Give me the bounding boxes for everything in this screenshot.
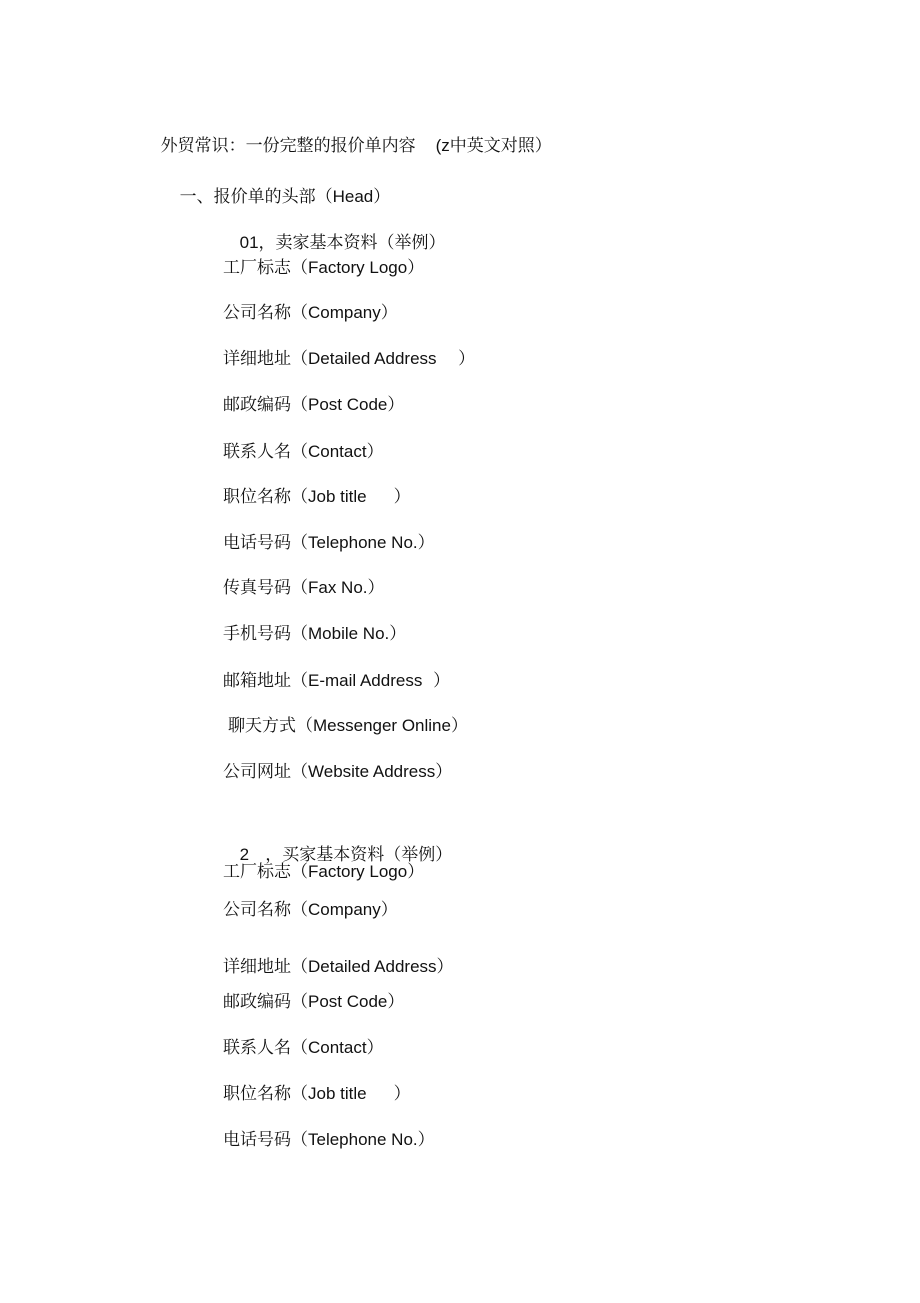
item-label-zh: 工厂标志（ — [223, 862, 308, 882]
item-label-zh: 公司网址（ — [223, 762, 308, 782]
item-label-en: Telephone No. — [308, 533, 418, 552]
item-close-paren: ） — [366, 487, 411, 507]
item-label-zh: 详细地址（ — [223, 957, 308, 977]
list-item — [223, 441, 384, 463]
title-en: (z — [435, 136, 450, 155]
list-item — [223, 861, 424, 883]
item-close-paren: ） — [380, 900, 398, 920]
section-heading-close: ） — [373, 187, 391, 207]
item-label-zh: 手机号码（ — [223, 624, 308, 644]
list-item — [223, 670, 450, 692]
list-item — [228, 715, 468, 737]
item-label-en: Mobile No. — [308, 624, 390, 643]
item-label-zh: 职位名称（ — [223, 487, 308, 507]
list-item — [223, 1083, 411, 1105]
item-label-en: E-mail Address — [308, 671, 423, 690]
item-label-en: Post Code — [308, 395, 388, 414]
item-close-paren: ） — [417, 533, 435, 553]
item-close-paren: ） — [436, 957, 454, 977]
item-close-paren: ） — [389, 624, 407, 644]
item-label-zh: 邮箱地址（ — [223, 671, 308, 691]
item-label-en: Factory Logo — [308, 862, 408, 881]
item-label-zh: 工厂标志（ — [223, 258, 308, 278]
section-heading-zh: 一、报价单的头部（ — [179, 187, 333, 207]
item-label-en: Company — [308, 303, 381, 322]
list-item — [223, 623, 406, 645]
item-label-en: Messenger Online — [313, 716, 451, 735]
item-close-paren: ） — [407, 258, 425, 278]
item-label-zh: 邮政编码（ — [223, 992, 308, 1012]
item-close-paren: ） — [367, 578, 385, 598]
item-close-paren: ） — [417, 1130, 435, 1150]
item-close-paren: ） — [450, 716, 468, 736]
item-label-en: Detailed Address — [308, 957, 437, 976]
item-label-zh: 公司名称（ — [223, 303, 308, 323]
seller-heading-zh: ，卖家基本资料（举例） — [258, 233, 446, 253]
item-label-en: Contact — [308, 1038, 367, 1057]
list-item — [223, 532, 435, 554]
item-close-paren: ） — [387, 992, 405, 1012]
list-item — [223, 577, 385, 599]
list-item — [223, 956, 454, 978]
item-label-en: Job title — [308, 1084, 367, 1103]
item-label-zh: 职位名称（ — [223, 1084, 308, 1104]
item-close-paren: ） — [436, 349, 476, 369]
list-item — [223, 394, 404, 416]
item-label-en: Post Code — [308, 992, 388, 1011]
item-label-en: Factory Logo — [308, 258, 408, 277]
item-close-paren: ） — [387, 395, 405, 415]
list-item — [223, 899, 398, 921]
list-item — [223, 1037, 384, 1059]
title-zh: 外贸常识：一份完整的报价单内容 — [160, 136, 416, 156]
item-label-zh: 详细地址（ — [223, 349, 308, 369]
item-close-paren: ） — [407, 862, 425, 882]
item-close-paren: ） — [366, 442, 384, 462]
item-close-paren: ） — [366, 1084, 411, 1104]
item-close-paren: ） — [435, 762, 453, 782]
item-label-zh: 公司名称（ — [223, 900, 308, 920]
item-close-paren: ） — [380, 303, 398, 323]
item-label-en: Website Address — [308, 762, 436, 781]
item-label-zh: 聊天方式（ — [228, 716, 313, 736]
list-item — [223, 991, 404, 1013]
list-item — [223, 1129, 435, 1151]
list-item — [223, 348, 475, 370]
buyer-heading-zh: ，买家基本资料（举例） — [249, 845, 453, 865]
item-label-en: Detailed Address — [308, 349, 437, 368]
list-item — [223, 302, 398, 324]
buyer-heading-num: 2 — [239, 845, 250, 864]
list-item — [223, 761, 452, 783]
item-label-zh: 电话号码（ — [223, 533, 308, 553]
item-label-en: Fax No. — [308, 578, 368, 597]
seller-heading-num: 01 — [239, 233, 259, 252]
item-label-zh: 传真号码（ — [223, 578, 308, 598]
list-item — [223, 257, 424, 279]
title-zh2: 中英文对照） — [449, 136, 552, 156]
item-label-en: Job title — [308, 487, 367, 506]
item-label-zh: 联系人名（ — [223, 1038, 308, 1058]
item-label-en: Telephone No. — [308, 1130, 418, 1149]
item-label-en: Company — [308, 900, 381, 919]
item-close-paren: ） — [366, 1038, 384, 1058]
item-label-zh: 电话号码（ — [223, 1130, 308, 1150]
section-heading-en: Head — [332, 187, 374, 206]
item-label-zh: 邮政编码（ — [223, 395, 308, 415]
item-label-zh: 联系人名（ — [223, 442, 308, 462]
list-item — [223, 486, 411, 508]
item-label-en: Contact — [308, 442, 367, 461]
item-close-paren: ） — [422, 671, 451, 691]
